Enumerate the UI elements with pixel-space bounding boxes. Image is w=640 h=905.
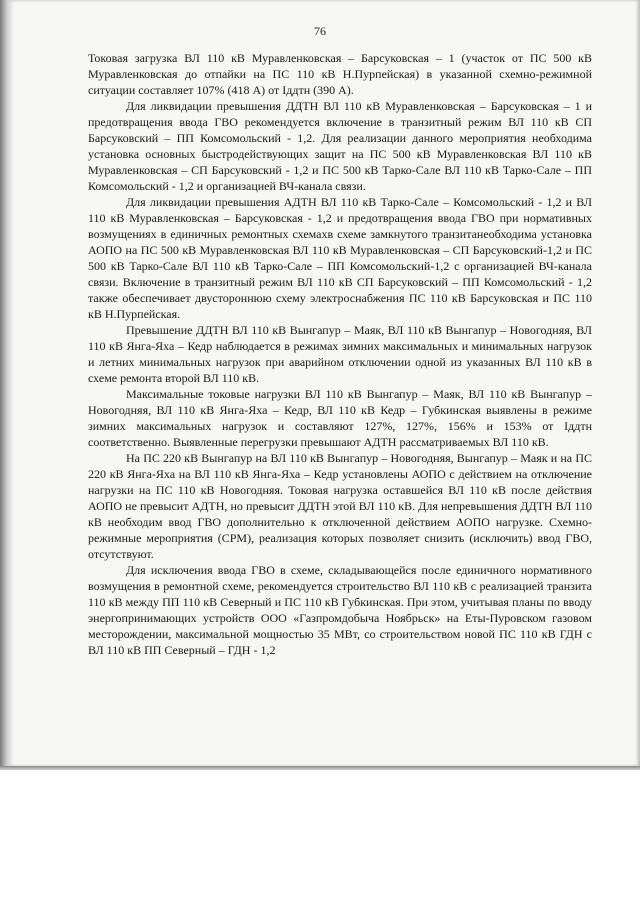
page-left-shadow xyxy=(0,0,14,766)
paragraph: На ПС 220 кВ Вынгапур на ВЛ 110 кВ Вынгапур – Новогодняя, Вынгапур – Маяк и на ПС 220 кВ Янга-Яха на ВЛ 110 кВ Янга-Яха – Кедр установлены АОПО с действием на отключение нагрузки на ПС 110 кВ Новогодняя. Токовая нагрузка оставшейся ВЛ 110 кВ после действия АОПО не превысит АДТН, но превысит ДДТН этой ВЛ 110 кВ. Для непревышения ДДТН ВЛ 110 кВ необходим ввод ГВО дополнительно к отключенной действием АОПО нагрузке. Схемно-режимные мероприятия (СРМ), реализация которых позволяет снизить (исключить) ввод ГВО, отсутствуют. xyxy=(88,451,592,561)
document-body xyxy=(88,50,592,658)
paragraph: Для исключения ввода ГВО в схеме, складывающейся после единичного нормативного возмущения в ремонтной схеме, рекомендуется строительство ВЛ 110 кВ с реализацией транзита 110 кВ между ПП 110 кВ Северный и ПС 110 кВ Губкинская. При этом, учитывая планы по вводу энергопринимающих устройств ООО «Газпромдобыча Ноябрьск» на Еты-Пуровском газовом месторождении, максимальной мощностью 35 МВт, со строительством новой ПС 110 кВ ГДН с ВЛ 110 кВ ПП Северный – ГДН - 1,2 xyxy=(88,563,592,657)
paragraph: Максимальные токовые нагрузки ВЛ 110 кВ Вынгапур – Маяк, ВЛ 110 кВ Вынгапур – Новогодняя, ВЛ 110 кВ Янга-Яха – Кедр, ВЛ 110 кВ Кедр – Губкинская выявлены в режиме зимних максимальных нагрузок и составляют 127%, 127%, 156% и 153% от Iддтн соответственно. Выявленные перегрузки превышают АДТН рассматриваемых ВЛ 110 кВ. xyxy=(88,387,592,449)
page-number: 76 xyxy=(314,24,326,38)
paragraph: Превышение ДДТН ВЛ 110 кВ Вынгапур – Маяк, ВЛ 110 кВ Вынгапур – Новогодняя, ВЛ 110 кВ Янга-Яха – Кедр наблюдается в режимах зимних максимальных и минимальных нагрузок и летних минимальных нагрузок при аварийном отключении одной из указанных ВЛ 110 кВ в схеме ремонта второй ВЛ 110 кВ. xyxy=(88,323,592,385)
paragraph: Для ликвидации превышения ДДТН ВЛ 110 кВ Муравленковская – Барсуковская – 1 и предотвращения ввода ГВО рекомендуется включение в транзитный режим ВЛ 110 кВ СП Барсуковский – ПП Комсомольский - 1,2. Для реализации данного мероприятия необходима установка основных быстродействующих защит на ПС 500 кВ Муравленковская ВЛ 110 кВ Муравленковская – СП Барсуковский - 1,2 и ПС 500 кВ Тарко-Сале ВЛ 110 кВ Тарко-Сале – ПП Комсомольский - 1,2 и организацией ВЧ-канала связи. xyxy=(88,99,592,193)
page-bottom-edge xyxy=(0,766,640,770)
paragraph: Для ликвидации превышения АДТН ВЛ 110 кВ Тарко-Сале – Комсомольский - 1,2 и ВЛ 110 кВ Муравленковская – Барсуковская - 1,2 и предотвращения ввода ГВО при нормативных возмущениях в единичных ремонтных схемахв схеме замкнутого транзитанеобходима установка АОПО на ПС 500 кВ Муравленковская ВЛ 110 кВ Муравленковская – СП Барсуковский-1,2 и ПС 500 кВ Тарко-Сале ВЛ 110 кВ Тарко-Сале – ПП Комсомольский-1,2 с организацией ВЧ-канала связи. Включение в транзитный режим ВЛ 110 кВ СП Барсуковский – ПП Комсомольский - 1,2 также обеспечивает двустороннюю схему электроснабжения ПС 110 кВ Барсуковская и ПС 110 кВ Н.Пурпейская. xyxy=(88,195,592,321)
paragraph: Токовая загрузка ВЛ 110 кВ Муравленковская – Барсуковская – 1 (участок от ПС 500 кВ Муравленковская до отпайки на ПС 110 кВ Н.Пурпейская) в указанной схемно-режимной ситуации составляет 107% (418 А) от Iддтн (390 А). xyxy=(88,51,592,97)
